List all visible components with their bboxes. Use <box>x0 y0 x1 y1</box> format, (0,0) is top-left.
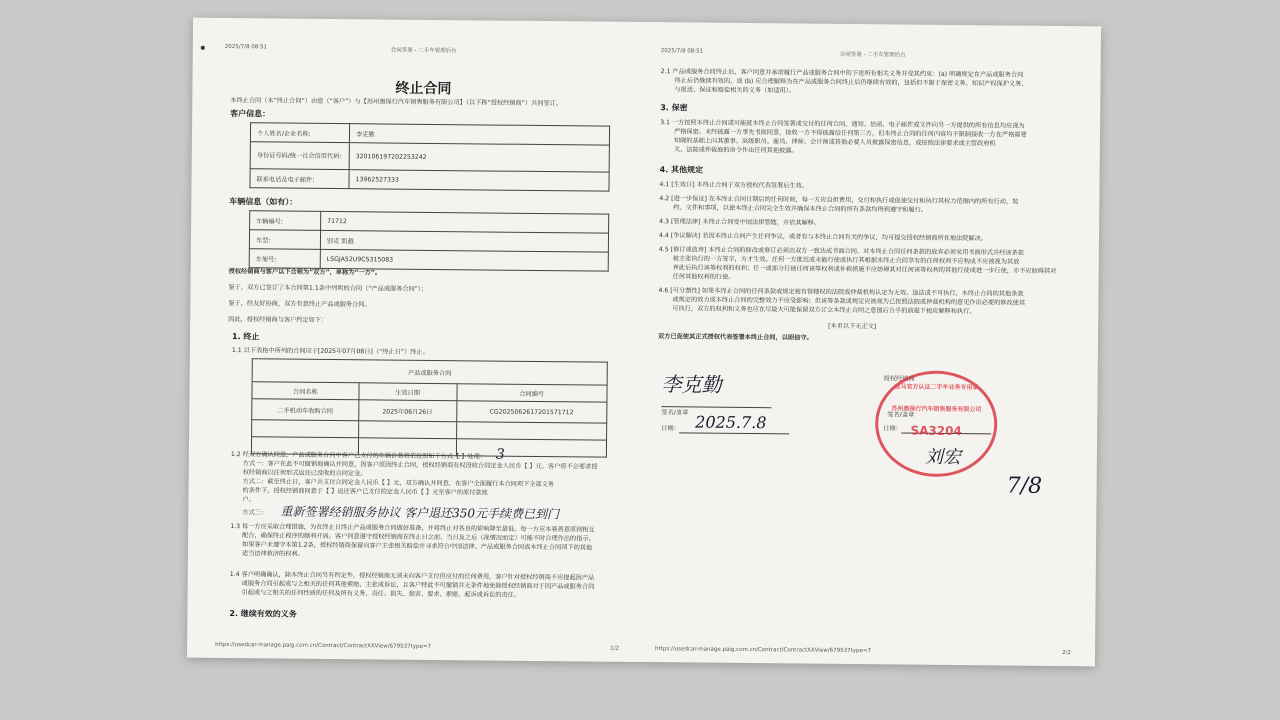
clause-1-4-line: 引起或与之相关的任何性质的任何及所有义务、责任、损失、损害、要求、索赔、起诉或诉讼的责任。 <box>241 589 521 599</box>
page-title: 终止合同 <box>395 80 452 98</box>
customer-date-handwritten: 2025.7.8 <box>695 412 767 433</box>
staple-mark <box>201 46 205 50</box>
clause-1-2-line: 方式一：客户在此不可撤销地确认并同意，因客户原因终止合同，授权经销商有权没收合同定金人民币【 】元。客户将不会要求授 <box>242 460 598 471</box>
table-cell-label: 车辆编号: <box>250 211 321 231</box>
recital-2: 鉴于，经友好协商，双方有意终止产品或服务合同。 <box>228 300 371 309</box>
print-date: 2025/7/8 08:51 <box>224 43 268 51</box>
clause-1-3-line: 配合，确保终止程序的顺利开展。客户同意遵守授权经销商在终止日之前、当日及之后（视情况而定）可能不时合理作出的指示。 <box>242 532 595 543</box>
table-header: 生效日期 <box>359 383 457 401</box>
clause-1-3-line: 适当法律救济的权利。 <box>241 550 304 558</box>
clause-1-2-line: 1.2 经双方确认同意，产品或服务合同中客户已支付的车辆价款将依按照如下方式【 】处理： <box>230 451 487 461</box>
contract-page-1 <box>207 18 635 662</box>
table-header: 合同编号 <box>456 384 607 402</box>
clause-1-4-line: 或服务合同引起或与之相关的任何其他索赔、主张或诉讼，且客户特此不可撤销并无条件地免除授权经销商对于因产品或服务合同 <box>241 580 595 591</box>
end-of-text-note: [本页以下无正文] <box>828 322 877 331</box>
clause-1-3-line: 1.3 每一方应采取合理措施，为在终止日终止产品或服务合同做好准备，并将终止对各自的影响降至最低。每一方应本着善意原则相互 <box>230 523 595 534</box>
clause-1-1: 1.1 以下表格中所列的合同应于[2025年07月08日]（“终止日”）终止。 <box>231 347 429 356</box>
section-1-title: 1. 终止 <box>231 332 260 342</box>
table-cell-value: 320106197202253242 <box>349 143 609 172</box>
dealer-label: 授权经销商 <box>883 375 915 383</box>
clause-3-1-line: 严格保密。未经披露一方事先书面同意，接收一方不得披露给任何第三方，但本终止合同的任何内容均不限制接收一方在严格需要 <box>673 128 1027 139</box>
section-3-title: 3. 保密 <box>660 103 688 113</box>
contract-sheet <box>187 18 1101 667</box>
page-header <box>213 43 635 55</box>
table-cell-value: 13962527333 <box>349 170 609 191</box>
clause-4-line: 4.5 [修订或放弃] 本终止合同的修改或修订必须由双方一致达成书面合同。对本终止合同任何条款的放弃必须采用书面形式并经该条款 <box>658 246 1025 257</box>
table-cell-value: 71712 <box>321 211 609 233</box>
clause-2-1-line: 与报送、保证和赔偿相关的义务（如适用）。 <box>674 86 796 95</box>
table-cell-value: LSGJA52U9CS315083 <box>320 249 608 271</box>
recital-3: 因此，授权经销商与客户约定如下： <box>228 316 328 324</box>
clause-4-line: 4.4 [争议解决] 若因本终止合同产生任何争议，或者有与本终止合同有关的争议，均可提交授权经销商所在地法院解决。 <box>658 232 988 243</box>
clause-1-3-line: 如果客户未遵守本第1.2条，授权经销商保留向客户主张相关赔偿并寻求符合中国法律、产品或服务合同或本终止合同项下的其他 <box>242 541 593 552</box>
print-title: 合同签署 - 二手车管理后台 <box>839 51 906 59</box>
table-caption: 产品或服务合同 <box>252 359 607 385</box>
clause-4-line: 4.6 [可分割性] 如果本终止合同的任何条款或规定被有管辖权的法院或仲裁机构认定为无效、违法或不可执行，本终止合同的其他条款 <box>658 287 1024 298</box>
vehicle-section-title: 车辆信息（如有）： <box>229 197 298 207</box>
intro-text: 本终止合同（本“终止合同”）由您（“客户”）与【苏州奥保行汽车销售服务有限公司】（以下称“授权经销商”）共同签订。 <box>230 97 563 108</box>
section-4-title: 4. 其他规定 <box>659 165 704 175</box>
clause-4-line: 或规定的效力或本终止合同的完整效力不应受影响；但该等条款或规定应被视为已按照法院或仲裁机构的意见作出必要的修改使其 <box>672 296 1026 307</box>
footer-page-number: 2/2 <box>1062 650 1072 657</box>
clause-4-line: 4.1 [生效日] 本终止合同于双方授权代表签署后生效。 <box>659 181 809 190</box>
date-line <box>679 432 789 434</box>
clause-4-line: 约、文件和事项，以使本终止合同完全生效并确保本终止合同的所有条款均得到遵守和履行。 <box>673 204 927 214</box>
table-cell-value: 李克勤 <box>349 124 609 145</box>
print-date: 2025/7/8 08:51 <box>660 48 704 55</box>
clause-2-1-line: 2.1 产品或服务合同终止后，客户同意并承诺履行产品或服务合同中的下述所有相关义务并受其约束：(a) 明确规定在产品或服务合同 <box>660 68 1024 79</box>
page-footer <box>207 641 629 652</box>
table-cell: 2025年06月26日 <box>358 400 456 422</box>
clause-1-4-line: 1.4 客户明确确认，除本终止合同另有约定外，授权经销商无须未向客户支付但应付的任何费用，客户针对授权经销商不应提起因产品 <box>229 571 595 582</box>
recital-1: 鉴于，双方已签订了本合同第1.1条中列明的合同（“产品或服务合同”）； <box>228 284 428 293</box>
customer-signature-label: 签名/盖章 <box>661 409 689 417</box>
clause-1-2-line: 权经销商以任何形式返还已没收的合同定金。 <box>242 469 367 478</box>
signing-statement: 双方已促使其正式授权代表签署本终止合同，以昭信守。 <box>658 333 813 342</box>
clause-4-line: 被主张执行的一方签字，方才生效。任何一方推迟或未能行使或执行其根据本终止合同享有的任何权利不应构成不应被视为其放 <box>672 255 1020 266</box>
dealer-date-label: 日期： <box>883 425 902 433</box>
clause-4-line: 可执行，双方的权利和义务也应在尽最大可能保留双方订立本终止合同之意图后合乎的前提下相应解释和执行。 <box>672 305 976 316</box>
table-cell: CG20250626172015717​12 <box>456 401 607 423</box>
clause-1-2-line: 方式三： <box>242 509 268 517</box>
clause-1-2-line: 方式二：截至终止日，客户共支付合同定金人民币【 】元，双方确认并同意，在客户全面履行本合同项下全部义务 <box>242 478 555 489</box>
clause-4-line: 任何其他权利的行使。 <box>672 273 735 281</box>
product-contract-table <box>251 358 608 457</box>
handwritten-option-number: 3 <box>495 446 505 463</box>
footer-page-number: 1/2 <box>610 645 620 652</box>
page-header <box>660 48 1085 59</box>
clause-3-1-line: 关、法院或仲裁庭的命令作出任何其他披露。 <box>673 146 798 155</box>
footer-url: https://usedcar-manage.paig.com.cn/Contract/ContractXXView/679537type=7 <box>655 646 872 655</box>
definition-paragraph: 授权经销商与客户以下合称为“双方”，单称为“一方”。 <box>228 268 382 277</box>
dealer-signature-label: 签名/盖章 <box>887 411 915 419</box>
clause-4-line: 4.3 [管理法律] 本终止合同受中国法律管辖，并依其解释。 <box>659 218 821 227</box>
table-cell-label: 联系电话及电子邮件: <box>250 169 349 189</box>
customer-date-label: 日期： <box>661 425 680 433</box>
clause-1-2-line: 户。 <box>242 496 255 504</box>
dealer-signature: 刘宏 <box>924 446 962 469</box>
vehicle-info-table <box>249 210 610 271</box>
clause-1-2-line: 的条件下，授权经销商同意于【 】返还客户已支付的定金人民币【 】元至客户的原付款账 <box>242 487 488 497</box>
customer-info-table <box>249 122 610 191</box>
customer-signature: 李克勤 <box>661 372 722 397</box>
page-footer <box>655 646 1079 657</box>
footer-url: https://usedcar-manage.paig.com.cn/Contract/ContractXXView/679537type=7 <box>215 641 432 650</box>
table-cell-label: 车型: <box>249 230 320 250</box>
seal-company-name: 苏州奥保行汽车销售服务有限公司 <box>891 405 982 414</box>
seal-code: SA3204 <box>910 423 962 439</box>
table-cell-label: 身份证号码/统一社会信用代码: <box>250 142 349 170</box>
clause-4-line: 4.2 [进一步保证] 在本终止合同日期后的任何时候，每一方应自担费用，交付和执行或促使交付和执行其权力范围内的所有行动、契 <box>659 195 1019 206</box>
dealer-date-handwritten: 7/8 <box>1006 473 1043 499</box>
customer-section-title: 客户信息： <box>230 109 271 119</box>
table-cell: 二手机动车收购合同 <box>252 399 359 421</box>
section-2-title: 2. 继续有效的义务 <box>229 609 297 619</box>
contract-page-2 <box>655 22 1085 666</box>
clause-3-1-line: 3.1 一方按照本终止合同或可能就本终止合同签署或交付的任何合同、通知、信函、电子邮件或文件向另一方提供的所有信息均应视为 <box>660 119 1025 130</box>
print-title: 合同签署 - 二手车管理后台 <box>390 47 457 55</box>
clause-3-1-line: 知晓的基础上向其董事、高级职员、雇员、律师、会计师或其他必要人员披露保密信息，或按照法律要求或主管政府机 <box>673 137 996 148</box>
table-row <box>250 169 609 191</box>
clause-4-line: 弃此后执行该等权利的权利；任一或部分行使任何该等权利或补救措施不应妨碍其对任何该等权利的其他行使或进一步行使，亦不应妨碍其对 <box>672 264 1057 275</box>
table-row <box>250 142 609 172</box>
table-cell-value: 别克 凯越 <box>320 230 608 252</box>
handwritten-method-text: 重新签署经销服务协议 客户退还350元手续费已到门 <box>280 504 560 522</box>
table-header: 合同名称 <box>252 382 359 400</box>
table-cell-label: 车架号: <box>249 249 320 269</box>
table-row <box>252 359 607 385</box>
clause-2-1-line: 终止后仍继续有效的，或 (b) 应合理解释为在产品或服务合同终止后仍继续有效的，包括但不限于保密义务、知识产权保护义务、 <box>674 77 1028 88</box>
seal-ring-text: 宝马官方认证二手车业务专用章 <box>894 383 979 392</box>
table-cell-label: 个人姓名/企业名称: <box>250 123 349 143</box>
